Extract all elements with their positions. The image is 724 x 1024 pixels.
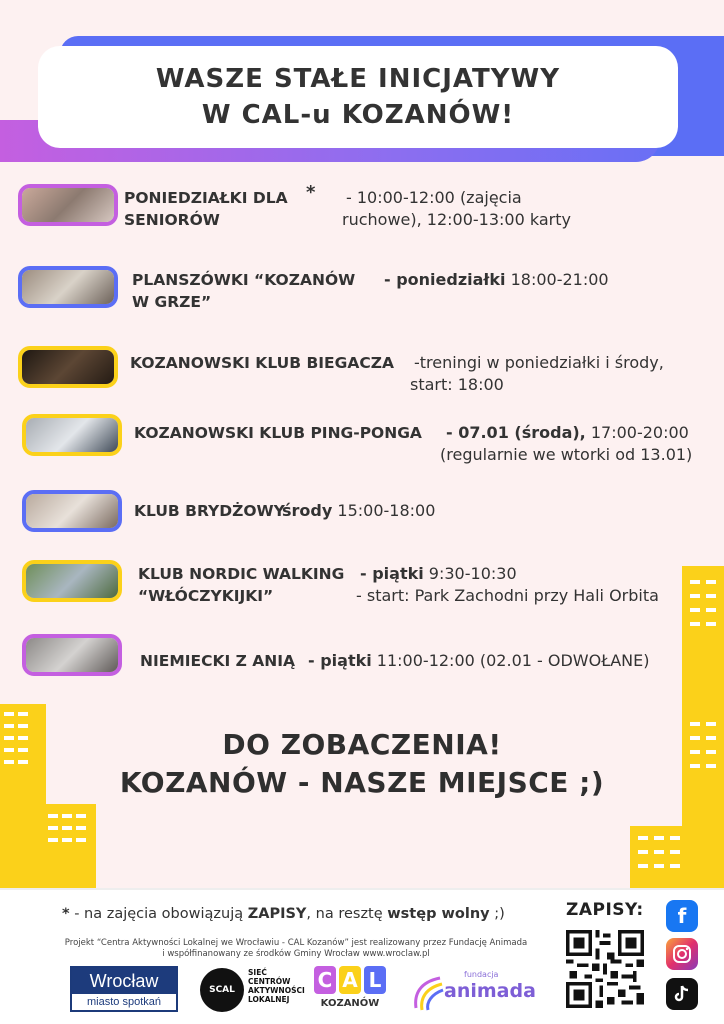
- initiative-title: KOZANOWSKI KLUB BIEGACZA: [130, 354, 394, 372]
- initiative-schedule-cont: start: 18:00: [410, 375, 504, 394]
- photo-running-club: [18, 346, 118, 388]
- facebook-icon[interactable]: f: [666, 900, 698, 932]
- cal-kozanow-logo: C A L KOZANÓW: [312, 966, 388, 1014]
- photo-german-class: [22, 634, 122, 676]
- photo-nordic-walking: [22, 560, 122, 602]
- initiative-title: NIEMIECKI Z ANIĄ: [140, 652, 296, 670]
- initiative-schedule: - piątki 11:00-12:00 (02.01 - ODWOŁANE): [308, 651, 650, 670]
- initiative-title: KOZANOWSKI KLUB PING-PONGA: [134, 424, 422, 442]
- footer: [0, 888, 724, 1024]
- tiktok-icon[interactable]: [666, 978, 698, 1010]
- initiative-schedule-cont: - start: Park Zachodni przy Hali Orbita: [356, 586, 659, 605]
- initiative-schedule-cont: (regularnie we wtorki od 13.01): [440, 445, 693, 464]
- animada-logo: fundacja animada: [410, 970, 530, 1014]
- scal-logo-text: SIEĆ CENTRÓW AKTYWNOŚCI LOKALNEJ: [248, 968, 305, 1004]
- initiative-schedule-cont: ruchowe), 12:00-13:00 karty: [342, 210, 571, 229]
- project-credits: Projekt “Centra Aktywności Lokalnej we Wrocławiu - CAL Kozanów” jest realizowany przez Fundację Animada i współfinanowany ze środków Gminy Wrocław www.wroclaw.pl: [64, 938, 528, 959]
- instagram-icon[interactable]: [666, 938, 698, 970]
- initiative-schedule: - poniedziałki 18:00-21:00: [384, 270, 609, 289]
- initiative-schedule: -treningi w poniedziałki i środy,: [414, 353, 664, 372]
- initiative-schedule: - piątki 9:30-10:30: [360, 564, 517, 583]
- initiative-title: PONIEDZIAŁKI DLA SENIORÓW: [124, 189, 288, 229]
- initiative-title: KLUB NORDIC WALKING “WŁÓCZYKIJKI”: [138, 565, 345, 605]
- scal-logo: SCAL: [200, 968, 244, 1012]
- photo-board-games: [18, 266, 118, 308]
- initiative-title: KLUB BRYDŻOWY: [134, 502, 285, 520]
- closing-message: [0, 726, 724, 802]
- qr-code[interactable]: [566, 930, 644, 1008]
- animada-swirl-icon: [410, 972, 444, 1012]
- initiative-schedule: środy 15:00-18:00: [282, 501, 436, 520]
- closing-line2: KOZANÓW - NASZE MIEJSCE ;): [119, 766, 605, 799]
- asterisk-marker: *: [306, 182, 316, 203]
- initiative-title: PLANSZÓWKI “KOZANÓW W GRZE”: [132, 271, 356, 311]
- zapisy-label: ZAPISY:: [566, 900, 644, 920]
- page-title-line2: W CAL-u KOZANÓW!: [201, 100, 515, 130]
- registration-note: * - na zajęcia obowiązują ZAPISY, na resztę wstęp wolny ;): [62, 906, 505, 922]
- wroclaw-logo: Wrocław miasto spotkań: [70, 966, 178, 1012]
- photo-ping-pong: [22, 414, 122, 456]
- photo-bridge-club: [22, 490, 122, 532]
- initiative-schedule: - 07.01 (środa), 17:00-20:00: [446, 423, 689, 442]
- closing-line1: DO ZOBACZENIA!: [222, 728, 502, 761]
- header-card: [38, 46, 678, 148]
- photo-seniors: [18, 184, 118, 226]
- page-title-line1: WASZE STAŁE INICJATYWY: [155, 64, 561, 94]
- initiative-schedule: - 10:00-12:00 (zajęcia: [346, 188, 522, 207]
